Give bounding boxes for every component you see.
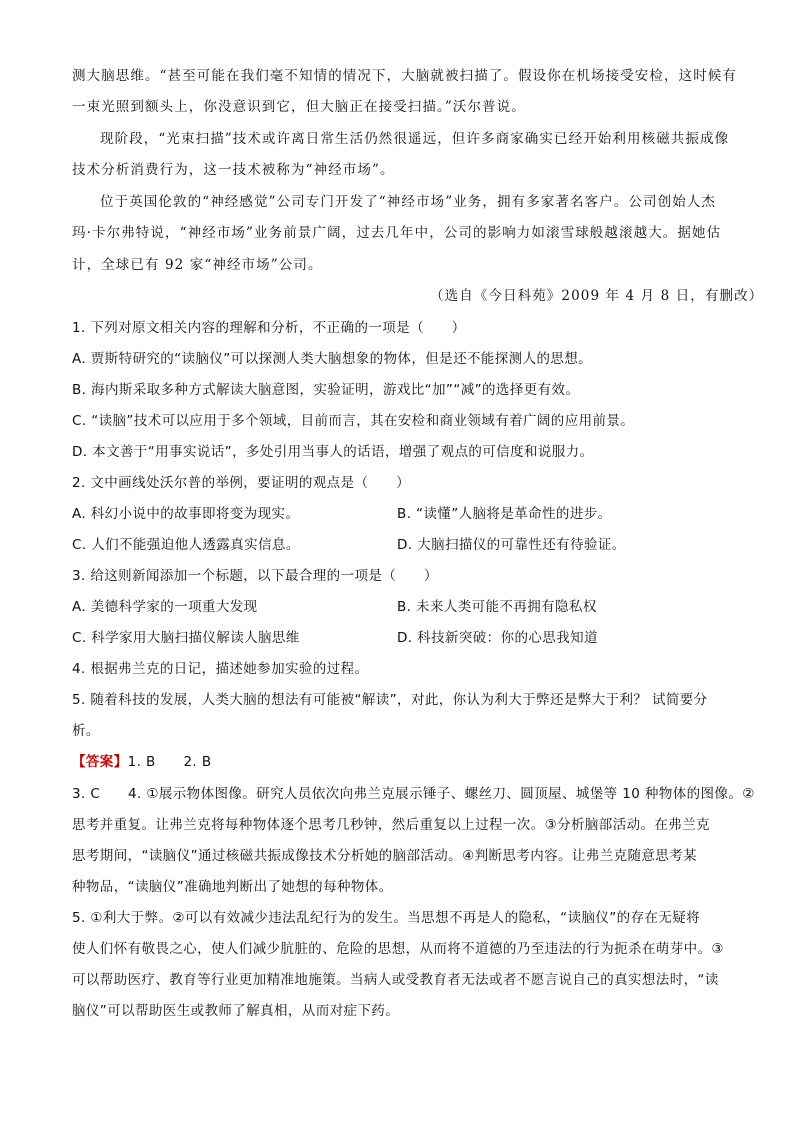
question-2-option-a: A. 科幻小说中的故事即将变为现实。 (72, 506, 300, 522)
article-line-7: 计，全球已有 92 家“神经市场”公司。 (72, 257, 323, 273)
question-2-option-c: C. 人们不能强迫他人透露真实信息。 (72, 537, 300, 553)
question-2-option-b: B. “读懂”人脑将是革命性的进步。 (397, 506, 612, 522)
answer-line-4: 思考期间，“读脑仪”通过核磁共振成像技术分析她的脑部活动。④判断思考内容。让弗兰克随意思考某 (72, 848, 697, 864)
question-2-stem: 2. 文中画线处沃尔普的举例，要证明的观点是（ ） (72, 475, 411, 491)
question-3-option-d: D. 科技新突破：你的心思我知道 (397, 630, 598, 646)
question-5-stem-line-1: 5. 随着科技的发展，人类大脑的想法有可能被“解读”，对此，你认为利大于弊还是弊大于利？ 试简要分 (72, 692, 708, 708)
answer-line-7: 使人们怀有敬畏之心，使人们减少肮脏的、危险的思想，从而将不道德的乃至违法的行为扼杀在萌芽中。③ (72, 941, 724, 957)
answer-line-2: 3. C 4. ①展示物体图像。研究人员依次向弗兰克展示锤子、螺丝刀、圆顶屋、城堡等 10 种物体的图像。② (72, 786, 755, 802)
answer-tag: 【答案】 (72, 754, 128, 770)
question-1-option-c: C. “读脑”技术可以应用于多个领域，目前而言，其在安检和商业领域有着广阔的应用前景。 (72, 413, 635, 429)
question-2-option-d: D. 大脑扫描仪的可靠性还有待验证。 (397, 537, 626, 553)
article-line-1: 测大脑思维。“甚至可能在我们毫不知情的情况下，大脑就被扫描了。假设你在机场接受安检，这时候有 (72, 68, 737, 84)
answer-line-1 (72, 752, 211, 772)
article-line-3: 现阶段，“光束扫描”技术或许离日常生活仍然很遥远，但许多商家确实已经开始利用核磁共振成像 (100, 131, 730, 147)
article-line-2: 一束光照到额头上，你没意识到它，但大脑正在接受扫描。”沃尔普说。 (72, 99, 526, 115)
question-1-option-b: B. 海内斯采取多种方式解读大脑意图，实验证明，游戏比“加”“减”的选择更有效。 (72, 382, 580, 398)
article-source: （选自《今日科苑》2009 年 4 月 8 日，有删改） (430, 288, 764, 304)
answer-1-2: 1. B 2. B (127, 754, 212, 770)
article-line-4: 技术分析消费行为，这一技术被称为“神经市场”。 (72, 162, 395, 178)
question-3-option-b: B. 未来人类可能不再拥有隐私权 (397, 599, 597, 615)
question-3-option-a: A. 美德科学家的一项重大发现 (72, 599, 258, 615)
answer-line-5: 种物品，“读脑仪”准确地判断出了她想的每种物体。 (72, 879, 393, 895)
article-line-6: 玛·卡尔弗特说，“神经市场”业务前景广阔，过去几年中，公司的影响力如滚雪球般越滚越大。据她估 (72, 225, 722, 241)
question-5-stem-line-2: 析。 (72, 723, 100, 739)
question-3-stem: 3. 给这则新闻添加一个标题，以下最合理的一项是（ ） (72, 568, 438, 584)
answer-line-3: 思考并重复。让弗兰克将每种物体逐个思考几秒钟，然后重复以上过程一次。③分析脑部活动。在弗兰克 (72, 817, 711, 833)
question-1-option-d: D. 本文善于“用事实说话”，多处引用当事人的话语，增强了观点的可信度和说服力。 (72, 444, 594, 460)
answer-line-9: 脑仪”可以帮助医生或教师了解真相，从而对症下药。 (72, 1003, 400, 1019)
question-3-option-c: C. 科学家用大脑扫描仪解读人脑思维 (72, 630, 300, 646)
question-4-stem: 4. 根据弗兰克的日记，描述她参加实验的过程。 (72, 661, 369, 677)
question-1-option-a: A. 贾斯特研究的“读脑仪”可以探测人类大脑想象的物体，但是还不能探测人的思想。 (72, 351, 593, 367)
question-1-stem: 1. 下列对原文相关内容的理解和分析，不正确的一项是（ ） (72, 320, 466, 336)
article-line-5: 位于英国伦敦的“神经感觉”公司专门开发了“神经市场”业务，拥有多家著名客户。公司创始人杰 (100, 194, 717, 210)
answer-line-8: 可以帮助医疗、教育等行业更加精准地施策。当病人或受教育者无法或者不愿言说自己的真实想法时，“读 (72, 972, 719, 988)
answer-line-6: 5. ①利大于弊。②可以有效减少违法乱纪行为的发生。当思想不再是人的隐私，“读脑仪”的存在无疑将 (72, 910, 701, 926)
